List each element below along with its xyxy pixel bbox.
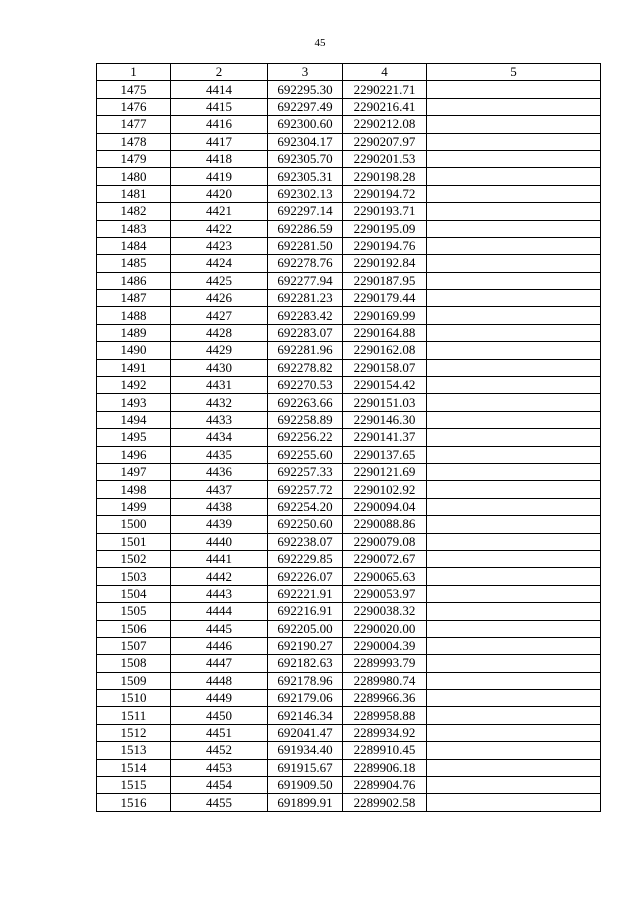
y-coordinate-cell: 2289906.18 [343, 759, 427, 776]
row-number-cell: 1506 [97, 620, 171, 637]
point-number-cell: 4428 [171, 324, 268, 341]
table-row [97, 446, 601, 463]
x-coordinate-cell: 692263.66 [268, 394, 343, 411]
x-coordinate-cell: 692305.70 [268, 150, 343, 167]
y-coordinate-cell: 2290216.41 [343, 98, 427, 115]
point-number-cell: 4414 [171, 81, 268, 98]
table-row [97, 585, 601, 602]
y-coordinate-cell: 2289934.92 [343, 724, 427, 741]
y-coordinate-cell: 2290187.95 [343, 272, 427, 289]
row-number-cell: 1501 [97, 533, 171, 550]
point-number-cell: 4431 [171, 377, 268, 394]
note-cell [427, 655, 601, 672]
x-coordinate-cell: 692229.85 [268, 550, 343, 567]
row-number-cell: 1496 [97, 446, 171, 463]
table-row [97, 759, 601, 776]
row-number-cell: 1516 [97, 794, 171, 811]
x-coordinate-cell: 692281.23 [268, 290, 343, 307]
point-number-cell: 4429 [171, 342, 268, 359]
note-cell [427, 411, 601, 428]
point-number-cell: 4423 [171, 237, 268, 254]
y-coordinate-cell: 2290162.08 [343, 342, 427, 359]
point-number-cell: 4416 [171, 116, 268, 133]
table-row [97, 185, 601, 202]
y-coordinate-cell: 2290201.53 [343, 150, 427, 167]
point-number-cell: 4424 [171, 255, 268, 272]
row-number-cell: 1510 [97, 690, 171, 707]
point-number-cell: 4430 [171, 359, 268, 376]
x-coordinate-cell: 692283.07 [268, 324, 343, 341]
x-coordinate-cell: 692297.49 [268, 98, 343, 115]
table-row [97, 394, 601, 411]
x-coordinate-cell: 692304.17 [268, 133, 343, 150]
note-cell [427, 637, 601, 654]
point-number-cell: 4453 [171, 759, 268, 776]
table-row [97, 481, 601, 498]
row-number-cell: 1483 [97, 220, 171, 237]
y-coordinate-cell: 2290179.44 [343, 290, 427, 307]
table-row [97, 116, 601, 133]
y-coordinate-cell: 2290198.28 [343, 168, 427, 185]
table-row [97, 777, 601, 794]
table-row [97, 324, 601, 341]
table-row [97, 603, 601, 620]
x-coordinate-cell: 691915.67 [268, 759, 343, 776]
y-coordinate-cell: 2289910.45 [343, 742, 427, 759]
y-coordinate-cell: 2290221.71 [343, 81, 427, 98]
point-number-cell: 4452 [171, 742, 268, 759]
y-coordinate-cell: 2290212.08 [343, 116, 427, 133]
table-row [97, 98, 601, 115]
point-number-cell: 4446 [171, 637, 268, 654]
row-number-cell: 1484 [97, 237, 171, 254]
table-row [97, 307, 601, 324]
x-coordinate-cell: 692300.60 [268, 116, 343, 133]
point-number-cell: 4444 [171, 603, 268, 620]
note-cell [427, 116, 601, 133]
x-coordinate-cell: 692146.34 [268, 707, 343, 724]
point-number-cell: 4421 [171, 203, 268, 220]
x-coordinate-cell: 691934.40 [268, 742, 343, 759]
point-number-cell: 4419 [171, 168, 268, 185]
y-coordinate-cell: 2289993.79 [343, 655, 427, 672]
point-number-cell: 4449 [171, 690, 268, 707]
table-row [97, 220, 601, 237]
point-number-cell: 4445 [171, 620, 268, 637]
row-number-cell: 1494 [97, 411, 171, 428]
note-cell [427, 185, 601, 202]
table-row [97, 550, 601, 567]
point-number-cell: 4448 [171, 672, 268, 689]
row-number-cell: 1477 [97, 116, 171, 133]
row-number-cell: 1476 [97, 98, 171, 115]
x-coordinate-cell: 692254.20 [268, 498, 343, 515]
row-number-cell: 1491 [97, 359, 171, 376]
x-coordinate-cell: 692250.60 [268, 516, 343, 533]
y-coordinate-cell: 2290072.67 [343, 550, 427, 567]
note-cell [427, 672, 601, 689]
row-number-cell: 1475 [97, 81, 171, 98]
note-cell [427, 429, 601, 446]
row-number-cell: 1513 [97, 742, 171, 759]
x-coordinate-cell: 692281.50 [268, 237, 343, 254]
table-row [97, 690, 601, 707]
point-number-cell: 4425 [171, 272, 268, 289]
y-coordinate-cell: 2290038.32 [343, 603, 427, 620]
note-cell [427, 81, 601, 98]
y-coordinate-cell: 2290195.09 [343, 220, 427, 237]
point-number-cell: 4438 [171, 498, 268, 515]
y-coordinate-cell: 2289966.36 [343, 690, 427, 707]
table-row [97, 742, 601, 759]
note-cell [427, 620, 601, 637]
note-cell [427, 150, 601, 167]
table-row [97, 290, 601, 307]
table-row [97, 168, 601, 185]
table-row [97, 150, 601, 167]
y-coordinate-cell: 2290194.76 [343, 237, 427, 254]
point-number-cell: 4442 [171, 568, 268, 585]
row-number-cell: 1499 [97, 498, 171, 515]
y-coordinate-cell: 2290121.69 [343, 463, 427, 480]
x-coordinate-cell: 692257.72 [268, 481, 343, 498]
y-coordinate-cell: 2290207.97 [343, 133, 427, 150]
point-number-cell: 4443 [171, 585, 268, 602]
row-number-cell: 1479 [97, 150, 171, 167]
note-cell [427, 324, 601, 341]
note-cell [427, 359, 601, 376]
table-row [97, 237, 601, 254]
y-coordinate-cell: 2290193.71 [343, 203, 427, 220]
row-number-cell: 1481 [97, 185, 171, 202]
point-number-cell: 4435 [171, 446, 268, 463]
point-number-cell: 4417 [171, 133, 268, 150]
x-coordinate-cell: 692041.47 [268, 724, 343, 741]
table-row [97, 411, 601, 428]
note-cell [427, 255, 601, 272]
point-number-cell: 4426 [171, 290, 268, 307]
y-coordinate-cell: 2290146.30 [343, 411, 427, 428]
x-coordinate-cell: 692226.07 [268, 568, 343, 585]
table-row [97, 637, 601, 654]
header-row [97, 64, 601, 81]
x-coordinate-cell: 692302.13 [268, 185, 343, 202]
point-number-cell: 4455 [171, 794, 268, 811]
table-row [97, 463, 601, 480]
row-number-cell: 1503 [97, 568, 171, 585]
note-cell [427, 516, 601, 533]
point-number-cell: 4420 [171, 185, 268, 202]
note-cell [427, 568, 601, 585]
x-coordinate-cell: 692286.59 [268, 220, 343, 237]
row-number-cell: 1498 [97, 481, 171, 498]
row-number-cell: 1492 [97, 377, 171, 394]
table-row [97, 724, 601, 741]
point-number-cell: 4432 [171, 394, 268, 411]
column-header-2: 2 [171, 64, 268, 81]
y-coordinate-cell: 2290192.84 [343, 255, 427, 272]
row-number-cell: 1497 [97, 463, 171, 480]
y-coordinate-cell: 2290151.03 [343, 394, 427, 411]
x-coordinate-cell: 692295.30 [268, 81, 343, 98]
x-coordinate-cell: 691909.50 [268, 777, 343, 794]
x-coordinate-cell: 691899.91 [268, 794, 343, 811]
note-cell [427, 724, 601, 741]
table-row [97, 620, 601, 637]
note-cell [427, 272, 601, 289]
x-coordinate-cell: 692178.96 [268, 672, 343, 689]
column-header-4: 4 [343, 64, 427, 81]
note-cell [427, 481, 601, 498]
y-coordinate-cell: 2290158.07 [343, 359, 427, 376]
point-number-cell: 4441 [171, 550, 268, 567]
row-number-cell: 1488 [97, 307, 171, 324]
x-coordinate-cell: 692281.96 [268, 342, 343, 359]
row-number-cell: 1512 [97, 724, 171, 741]
note-cell [427, 603, 601, 620]
row-number-cell: 1505 [97, 603, 171, 620]
note-cell [427, 394, 601, 411]
note-cell [427, 498, 601, 515]
y-coordinate-cell: 2289980.74 [343, 672, 427, 689]
x-coordinate-cell: 692277.94 [268, 272, 343, 289]
table-row [97, 533, 601, 550]
column-header-5: 5 [427, 64, 601, 81]
note-cell [427, 690, 601, 707]
coordinates-table [96, 63, 601, 812]
note-cell [427, 377, 601, 394]
table-row [97, 133, 601, 150]
y-coordinate-cell: 2290088.86 [343, 516, 427, 533]
table-row [97, 359, 601, 376]
y-coordinate-cell: 2290194.72 [343, 185, 427, 202]
row-number-cell: 1478 [97, 133, 171, 150]
row-number-cell: 1508 [97, 655, 171, 672]
point-number-cell: 4434 [171, 429, 268, 446]
row-number-cell: 1504 [97, 585, 171, 602]
table-row [97, 707, 601, 724]
note-cell [427, 220, 601, 237]
table-row [97, 672, 601, 689]
table-row [97, 498, 601, 515]
point-number-cell: 4427 [171, 307, 268, 324]
y-coordinate-cell: 2290102.92 [343, 481, 427, 498]
row-number-cell: 1511 [97, 707, 171, 724]
row-number-cell: 1515 [97, 777, 171, 794]
x-coordinate-cell: 692278.76 [268, 255, 343, 272]
table-header [97, 64, 601, 81]
y-coordinate-cell: 2289904.76 [343, 777, 427, 794]
x-coordinate-cell: 692216.91 [268, 603, 343, 620]
point-number-cell: 4447 [171, 655, 268, 672]
x-coordinate-cell: 692305.31 [268, 168, 343, 185]
y-coordinate-cell: 2289958.88 [343, 707, 427, 724]
y-coordinate-cell: 2290094.04 [343, 498, 427, 515]
x-coordinate-cell: 692258.89 [268, 411, 343, 428]
table-row [97, 568, 601, 585]
y-coordinate-cell: 2290141.37 [343, 429, 427, 446]
y-coordinate-cell: 2290004.39 [343, 637, 427, 654]
table-row [97, 516, 601, 533]
row-number-cell: 1509 [97, 672, 171, 689]
row-number-cell: 1502 [97, 550, 171, 567]
point-number-cell: 4422 [171, 220, 268, 237]
x-coordinate-cell: 692221.91 [268, 585, 343, 602]
point-number-cell: 4440 [171, 533, 268, 550]
note-cell [427, 446, 601, 463]
row-number-cell: 1507 [97, 637, 171, 654]
note-cell [427, 742, 601, 759]
note-cell [427, 290, 601, 307]
y-coordinate-cell: 2289902.58 [343, 794, 427, 811]
y-coordinate-cell: 2290137.65 [343, 446, 427, 463]
row-number-cell: 1485 [97, 255, 171, 272]
row-number-cell: 1487 [97, 290, 171, 307]
x-coordinate-cell: 692278.82 [268, 359, 343, 376]
table-row [97, 794, 601, 811]
x-coordinate-cell: 692238.07 [268, 533, 343, 550]
point-number-cell: 4439 [171, 516, 268, 533]
table-row [97, 255, 601, 272]
table-row [97, 377, 601, 394]
note-cell [427, 585, 601, 602]
note-cell [427, 133, 601, 150]
note-cell [427, 237, 601, 254]
x-coordinate-cell: 692297.14 [268, 203, 343, 220]
point-number-cell: 4418 [171, 150, 268, 167]
x-coordinate-cell: 692257.33 [268, 463, 343, 480]
x-coordinate-cell: 692190.27 [268, 637, 343, 654]
note-cell [427, 342, 601, 359]
row-number-cell: 1514 [97, 759, 171, 776]
table-row [97, 655, 601, 672]
note-cell [427, 168, 601, 185]
point-number-cell: 4437 [171, 481, 268, 498]
note-cell [427, 533, 601, 550]
row-number-cell: 1489 [97, 324, 171, 341]
row-number-cell: 1500 [97, 516, 171, 533]
column-header-1: 1 [97, 64, 171, 81]
x-coordinate-cell: 692283.42 [268, 307, 343, 324]
x-coordinate-cell: 692255.60 [268, 446, 343, 463]
table-row [97, 81, 601, 98]
point-number-cell: 4454 [171, 777, 268, 794]
point-number-cell: 4433 [171, 411, 268, 428]
note-cell [427, 203, 601, 220]
x-coordinate-cell: 692270.53 [268, 377, 343, 394]
x-coordinate-cell: 692179.06 [268, 690, 343, 707]
point-number-cell: 4450 [171, 707, 268, 724]
table-body [97, 81, 601, 811]
y-coordinate-cell: 2290154.42 [343, 377, 427, 394]
row-number-cell: 1482 [97, 203, 171, 220]
y-coordinate-cell: 2290169.99 [343, 307, 427, 324]
row-number-cell: 1493 [97, 394, 171, 411]
point-number-cell: 4451 [171, 724, 268, 741]
y-coordinate-cell: 2290020.00 [343, 620, 427, 637]
table-row [97, 272, 601, 289]
table-row [97, 342, 601, 359]
note-cell [427, 759, 601, 776]
y-coordinate-cell: 2290164.88 [343, 324, 427, 341]
point-number-cell: 4415 [171, 98, 268, 115]
y-coordinate-cell: 2290053.97 [343, 585, 427, 602]
note-cell [427, 98, 601, 115]
note-cell [427, 777, 601, 794]
y-coordinate-cell: 2290065.63 [343, 568, 427, 585]
note-cell [427, 463, 601, 480]
point-number-cell: 4436 [171, 463, 268, 480]
table-row [97, 429, 601, 446]
x-coordinate-cell: 692205.00 [268, 620, 343, 637]
column-header-3: 3 [268, 64, 343, 81]
x-coordinate-cell: 692182.63 [268, 655, 343, 672]
row-number-cell: 1486 [97, 272, 171, 289]
row-number-cell: 1495 [97, 429, 171, 446]
note-cell [427, 707, 601, 724]
table-row [97, 203, 601, 220]
y-coordinate-cell: 2290079.08 [343, 533, 427, 550]
note-cell [427, 307, 601, 324]
page-number: 45 [314, 37, 326, 49]
note-cell [427, 550, 601, 567]
row-number-cell: 1490 [97, 342, 171, 359]
row-number-cell: 1480 [97, 168, 171, 185]
note-cell [427, 794, 601, 811]
x-coordinate-cell: 692256.22 [268, 429, 343, 446]
